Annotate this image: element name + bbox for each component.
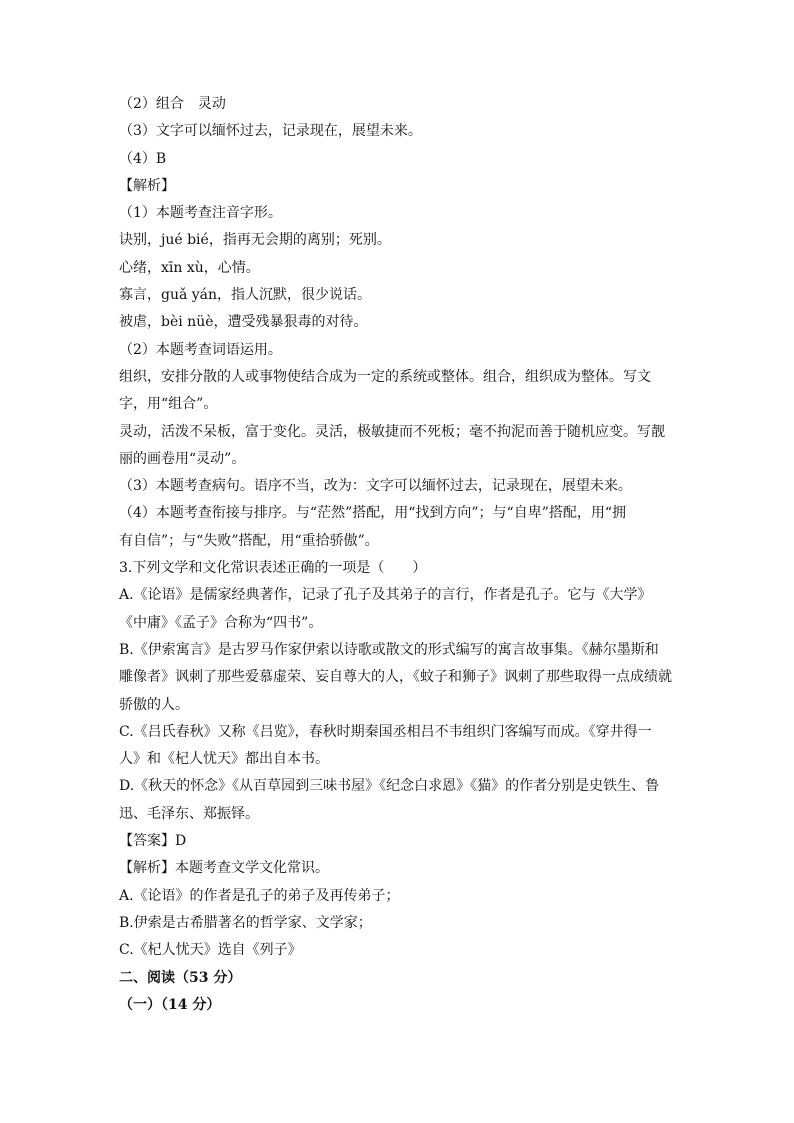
option-b-1: B.《伊索寓言》是古罗马作家伊索以诗歌或散文的形式编写的寓言故事集。《赫尔墨斯和 — [119, 641, 659, 658]
analysis-1-title: （1）本题考查注音字形。 — [119, 205, 282, 222]
answer-line-2: （2）组合 灵动 — [119, 96, 226, 112]
option-d-2: 迅、毛泽东、郑振铎。 — [119, 805, 259, 822]
analysis-2-para-2b: 丽的画卷用“灵动”。 — [119, 450, 246, 467]
option-a-2: 《中庸》《孟子》合称为“四书”。 — [119, 614, 323, 631]
analysis-1-word-2: 心绪，xīn xù，心情。 — [119, 259, 260, 276]
analysis-2-title: （2）本题考查词语运用。 — [119, 341, 282, 358]
analysis-1-word-3: 寡言，guǎ yán，指人沉默，很少说话。 — [119, 287, 372, 304]
q3-analysis-b: B.伊索是古希腊著名的哲学家、文学家； — [119, 914, 372, 931]
analysis-1-word-4: 被虐，bèi nüè，遭受残暴狠毒的对待。 — [119, 314, 368, 331]
q3-analysis-a: A.《论语》的作者是孔子的弟子及再传弟子； — [119, 887, 400, 904]
section-reading-heading: 二、阅读（53 分） — [119, 969, 242, 986]
option-b-2: 雕像者》讽刺了那些爱慕虚荣、妄自尊大的人，《蚊子和狮子》讽刺了那些取得一点成绩就 — [119, 669, 672, 686]
answer-line-3: （3）文字可以缅怀过去，记录现在，展望未来。 — [119, 123, 422, 140]
option-b-3: 骄傲的人。 — [119, 696, 189, 713]
analysis-2-para-1a: 组织，安排分散的人或事物使结合成为一定的系统或整体。组合，组织成为整体。写文 — [119, 368, 651, 385]
subsection-1-heading: （一）（14 分） — [119, 996, 221, 1013]
analysis-heading: 【解析】 — [119, 177, 175, 194]
answer-line-4: （4）B — [119, 150, 167, 167]
q3-analysis-title: 【解析】本题考查文学文化常识。 — [119, 860, 329, 877]
q3-analysis-c: C.《杞人忧天》选自《列子》 — [119, 942, 302, 959]
analysis-2-para-2a: 灵动，活泼不呆板，富于变化。灵活，极敏捷而不死板；毫不拘泥而善于随机应变。写靓 — [119, 423, 665, 440]
analysis-4a: （4）本题考查衔接与排序。与“茫然”搭配，用“找到方向”；与“自卑”搭配，用“拥 — [119, 505, 627, 522]
option-c-2: 人》和《杞人忧天》都出自本书。 — [119, 751, 329, 768]
analysis-2-para-1b: 字，用“组合”。 — [119, 396, 218, 413]
option-c-1: C.《吕氏春秋》又称《吕览》，春秋时期秦国丞相吕不韦组织门客编写而成。《穿井得一 — [119, 723, 652, 740]
option-d-1: D.《秋天的怀念》《从百草园到三味书屋》《纪念白求恩》《猫》的作者分别是史铁生、鲁 — [119, 778, 660, 795]
option-a-1: A.《论语》是儒家经典著作，记录了孔子及其弟子的言行，作者是孔子。它与《大学》 — [119, 587, 652, 604]
analysis-3: （3）本题考查病句。语序不当，改为：文字可以缅怀过去，记录现在，展望未来。 — [119, 478, 632, 495]
question-3-stem: 3.下列文学和文化常识表述正确的一项是（ ） — [119, 560, 427, 577]
document-page — [119, 91, 679, 1019]
answer-key: 【答案】D — [119, 833, 187, 850]
analysis-1-word-1: 诀别，jué bié，指再无会期的离别；死别。 — [119, 232, 391, 249]
analysis-4b: 有自信”；与“失败”搭配，用“重拾骄傲”。 — [119, 532, 379, 549]
